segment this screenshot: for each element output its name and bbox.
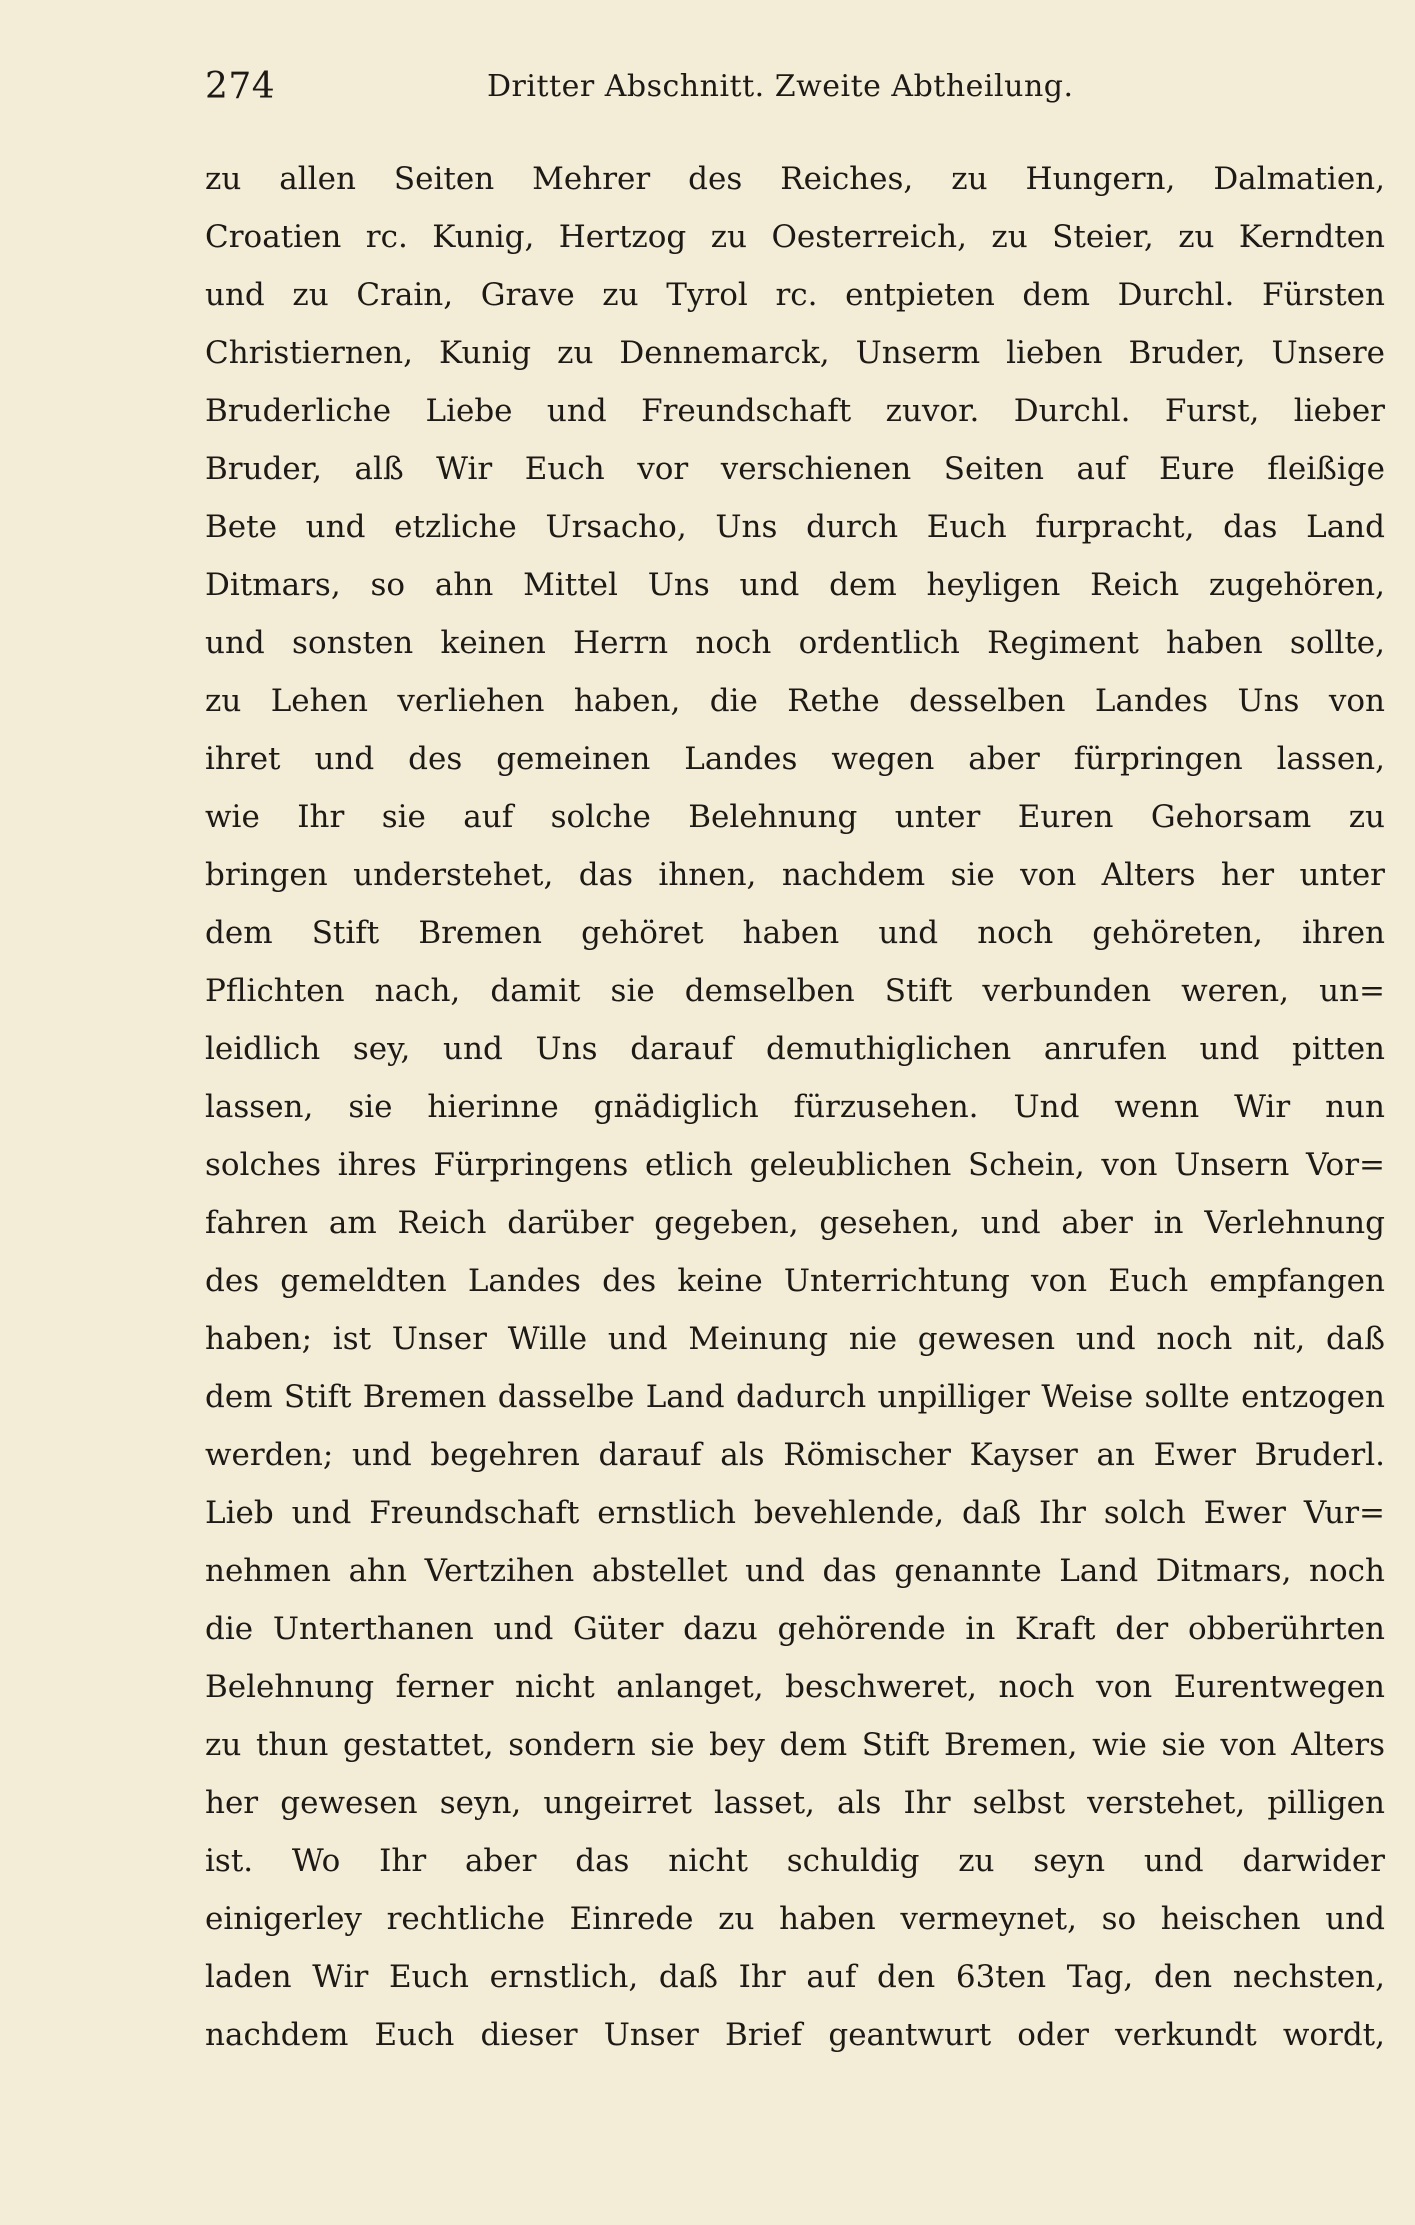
text-line: ist. Wo Ihr aber das nicht schuldig zu seyn und darwider	[205, 1843, 1385, 1879]
text-line: lassen, sie hierinne gnädiglich fürzusehen. Und wenn Wir nun	[205, 1089, 1385, 1125]
body-text	[205, 150, 1385, 2064]
text-line: dem Stift Bremen dasselbe Land dadurch unpilliger Weise sollte entzogen	[205, 1379, 1385, 1415]
text-line: dem Stift Bremen gehöret haben und noch gehöreten, ihren	[205, 915, 1385, 951]
text-line: und sonsten keinen Herrn noch ordentlich Regiment haben sollte,	[205, 625, 1385, 661]
text-line: solches ihres Fürpringens etlich geleublichen Schein, von Unsern Vor=	[205, 1147, 1385, 1183]
text-line: einigerley rechtliche Einrede zu haben vermeynet, so heischen und	[205, 1901, 1385, 1937]
text-line: und zu Crain, Grave zu Tyrol rc. entpieten dem Durchl. Fürsten	[205, 277, 1385, 313]
text-line: Ditmars, so ahn Mittel Uns und dem heyligen Reich zugehören,	[205, 567, 1385, 603]
text-line: zu Lehen verliehen haben, die Rethe desselben Landes Uns von	[205, 683, 1385, 719]
text-line: Belehnung ferner nicht anlanget, beschweret, noch von Eurentwegen	[205, 1669, 1385, 1705]
text-line: leidlich sey, und Uns darauf demuthiglichen anrufen und pitten	[205, 1031, 1385, 1067]
page-number: 274	[205, 66, 276, 107]
text-line: Bruderliche Liebe und Freundschaft zuvor. Durchl. Furst, lieber	[205, 393, 1385, 429]
text-line: laden Wir Euch ernstlich, daß Ihr auf den 63ten Tag, den nechsten,	[205, 1959, 1385, 1995]
text-line: Christiernen, Kunig zu Dennemarck, Unserm lieben Bruder, Unsere	[205, 335, 1385, 371]
text-line: nehmen ahn Vertzihen abstellet und das genannte Land Ditmars, noch	[205, 1553, 1385, 1589]
header-title: Dritter Abschnitt. Zweite Abtheilung.	[487, 69, 1074, 104]
text-line: fahren am Reich darüber gegeben, gesehen, und aber in Verlehnung	[205, 1205, 1385, 1241]
text-line: ihret und des gemeinen Landes wegen aber fürpringen lassen,	[205, 741, 1385, 777]
text-line: Lieb und Freundschaft ernstlich bevehlende, daß Ihr solch Ewer Vur=	[205, 1495, 1385, 1531]
text-line: nachdem Euch dieser Unser Brief geantwurt oder verkundt wordt,	[205, 2017, 1385, 2053]
text-line: zu thun gestattet, sondern sie bey dem Stift Bremen, wie sie von Alters	[205, 1727, 1385, 1763]
text-line: Croatien rc. Kunig, Hertzog zu Oesterreich, zu Steier, zu Kerndten	[205, 219, 1385, 255]
text-line: her gewesen seyn, ungeirret lasset, als Ihr selbst verstehet, pilligen	[205, 1785, 1385, 1821]
text-line: Bete und etzliche Ursacho, Uns durch Euch furpracht, das Land	[205, 509, 1385, 545]
text-line: werden; und begehren darauf als Römischer Kayser an Ewer Bruderl.	[205, 1437, 1385, 1473]
text-line: die Unterthanen und Güter dazu gehörende in Kraft der obberührten	[205, 1611, 1385, 1647]
text-line: wie Ihr sie auf solche Belehnung unter Euren Gehorsam zu	[205, 799, 1385, 835]
text-line: des gemeldten Landes des keine Unterrichtung von Euch empfangen	[205, 1263, 1385, 1299]
text-line: zu allen Seiten Mehrer des Reiches, zu Hungern, Dalmatien,	[205, 161, 1385, 197]
text-line: Bruder, alß Wir Euch vor verschienen Seiten auf Eure fleißige	[205, 451, 1385, 487]
text-line: haben; ist Unser Wille und Meinung nie gewesen und noch nit, daß	[205, 1321, 1385, 1357]
running-head	[205, 62, 1205, 112]
text-line: bringen understehet, das ihnen, nachdem sie von Alters her unter	[205, 857, 1385, 893]
text-line: Pflichten nach, damit sie demselben Stift verbunden weren, un=	[205, 973, 1385, 1009]
